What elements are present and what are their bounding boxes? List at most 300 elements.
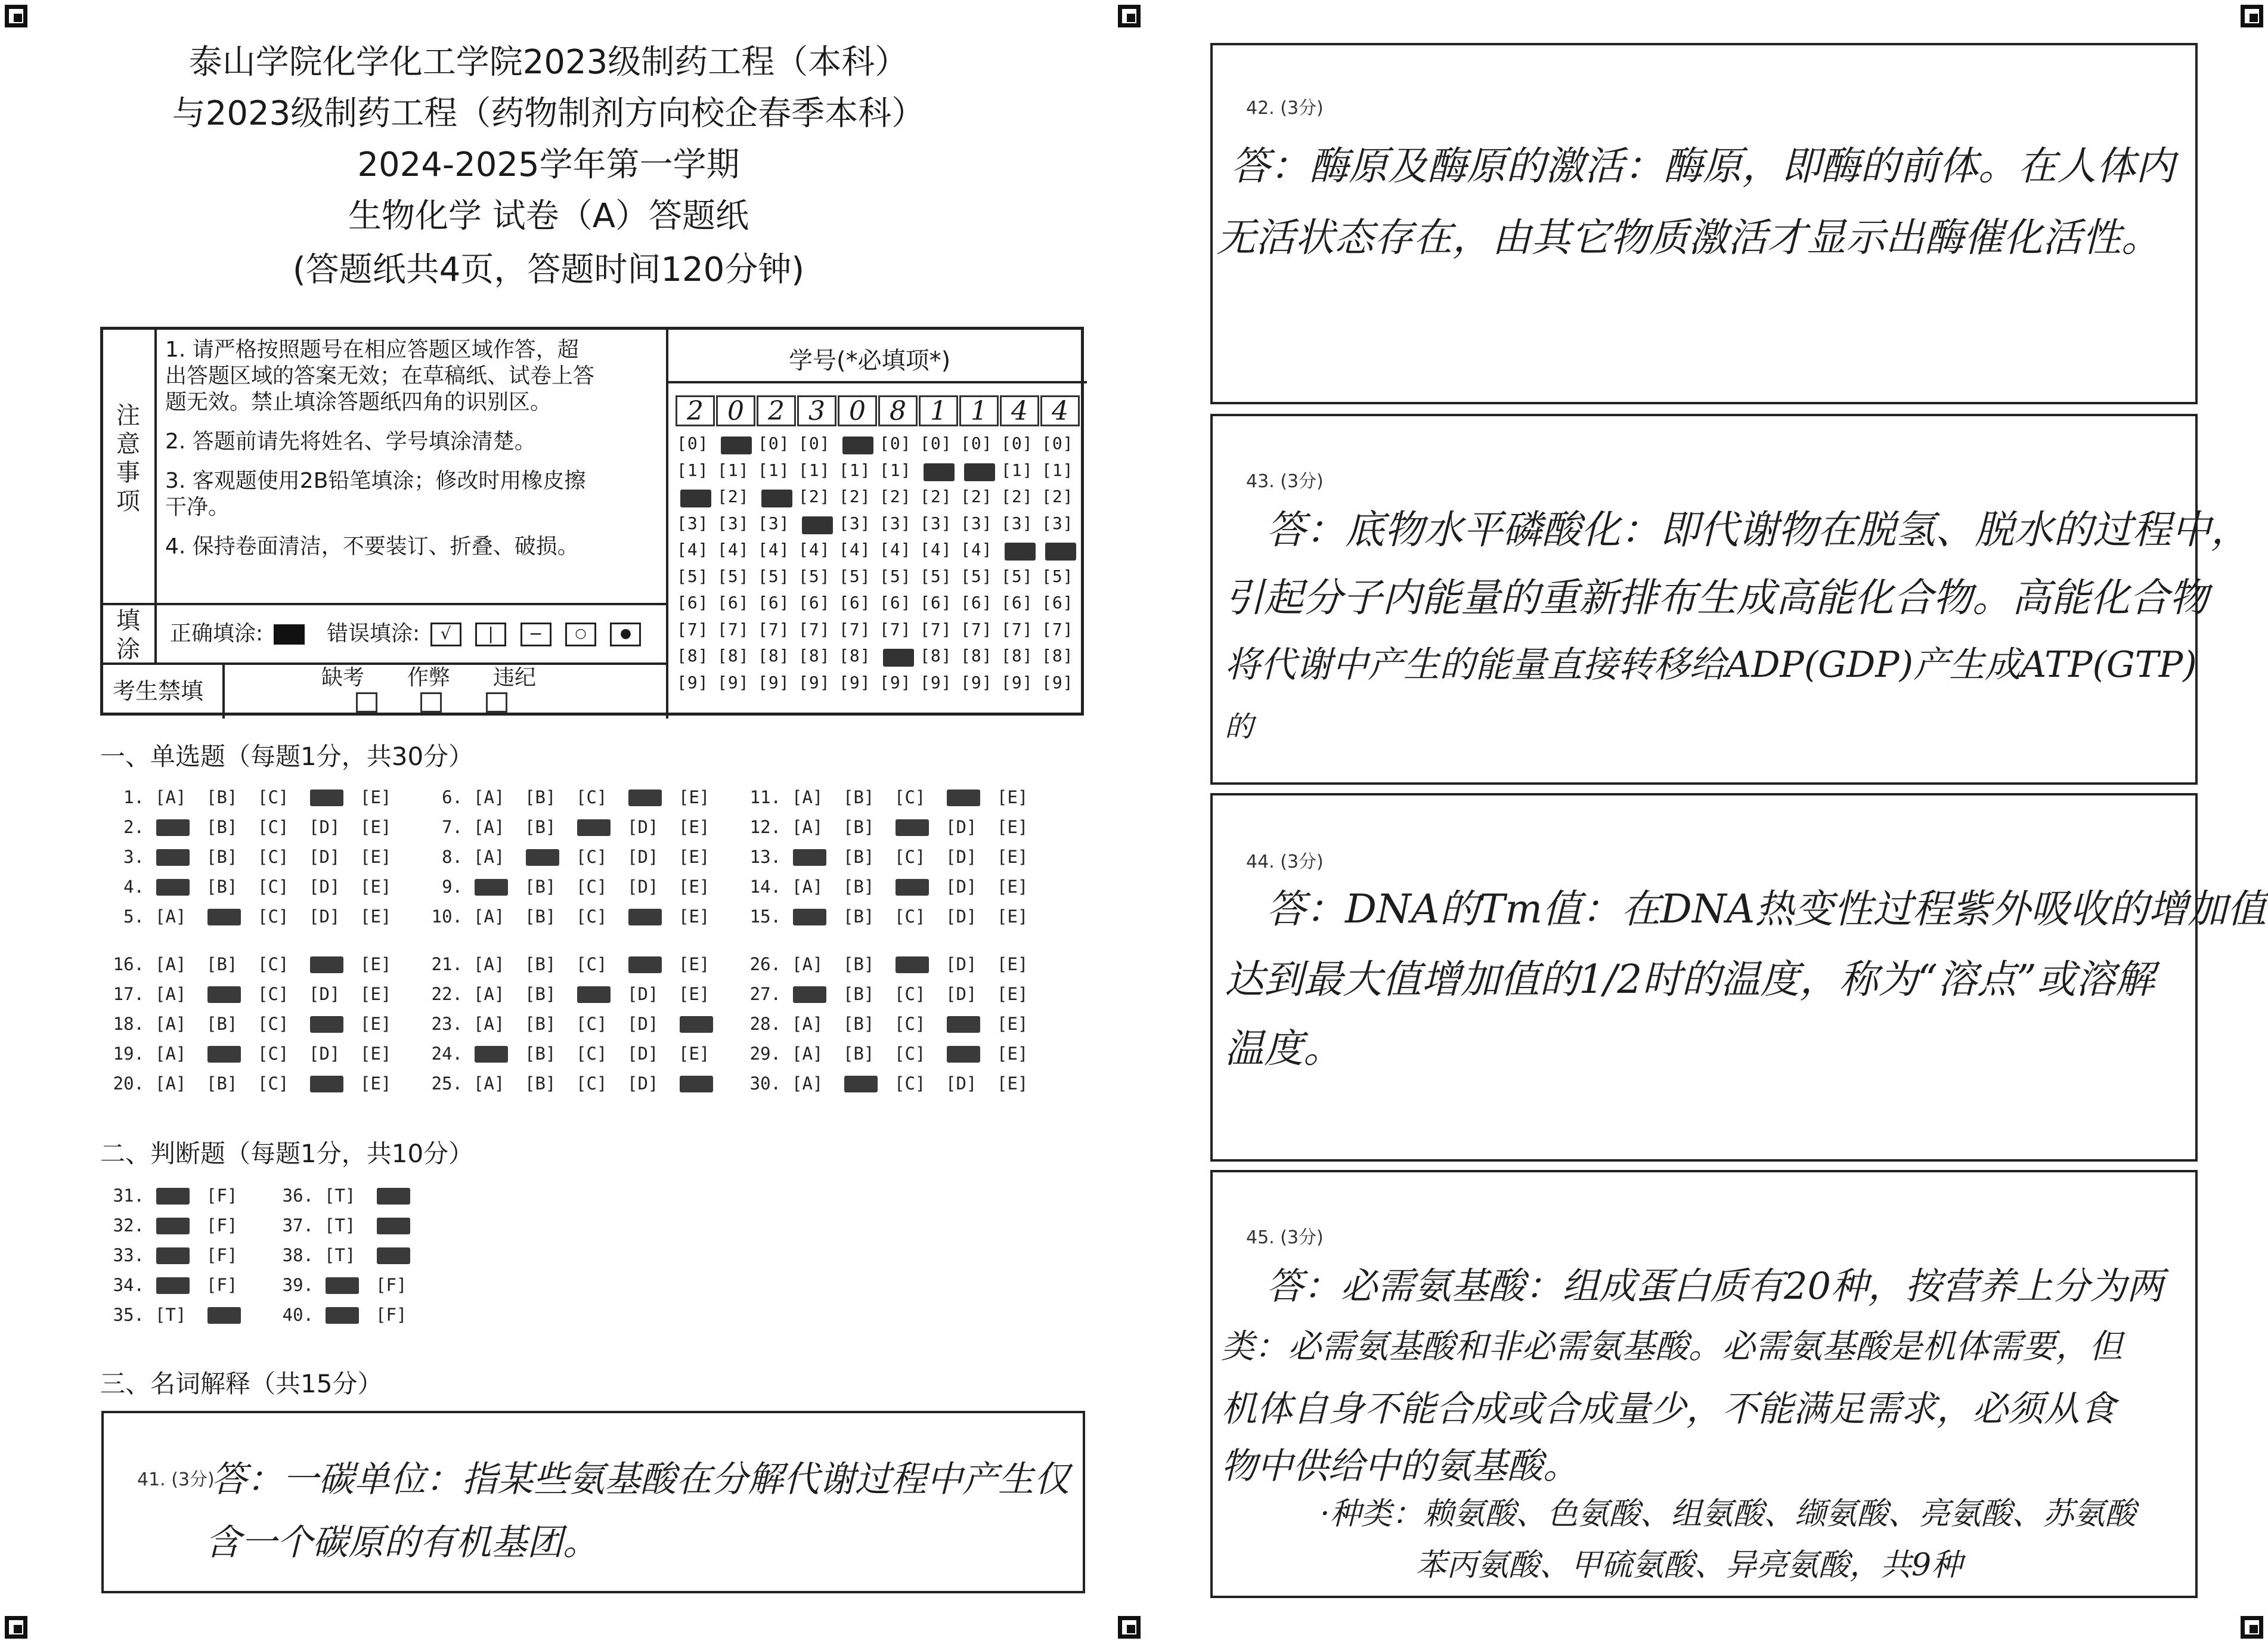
tf-option[interactable]: [T] (324, 1185, 356, 1206)
mc-option[interactable] (894, 817, 946, 837)
student-id-bubble[interactable]: [1] (1042, 460, 1074, 480)
mc-option[interactable]: [A] (155, 1073, 187, 1094)
student-id-bubble[interactable]: [0] (961, 434, 993, 453)
mc-option[interactable]: [D] (946, 906, 977, 927)
student-id-bubble[interactable]: [8] (920, 646, 952, 665)
student-id-bubble[interactable]: [3] (1001, 513, 1033, 533)
mc-option[interactable]: [D] (627, 984, 659, 1004)
mc-option[interactable]: [E] (997, 787, 1028, 807)
mc-option[interactable]: [E] (997, 984, 1028, 1004)
student-id-bubble[interactable]: [9] (920, 672, 952, 692)
student-id-bubble[interactable]: [6] (798, 593, 831, 612)
wrong-fill-bar: | (475, 623, 506, 646)
mc-option[interactable]: [E] (997, 877, 1028, 897)
mc-option[interactable] (678, 1014, 730, 1034)
mc-option[interactable]: [C] (576, 1014, 608, 1034)
student-id-bubble[interactable]: [6] (677, 593, 709, 612)
mc-option[interactable]: [C] (258, 877, 289, 897)
student-id-digit-5[interactable]: 0 (838, 395, 877, 426)
student-id-bubble[interactable]: [9] (1001, 672, 1033, 692)
mc-option[interactable]: [E] (678, 984, 710, 1004)
mc-option[interactable]: [E] (360, 954, 392, 974)
student-id-digit-6[interactable]: 8 (878, 395, 918, 426)
student-id-bubble[interactable]: [4] (920, 540, 952, 559)
mc-option[interactable]: [C] (576, 787, 608, 807)
mc-option[interactable] (155, 817, 206, 837)
student-id-bubble[interactable]: [0] (798, 434, 831, 453)
mc-option[interactable]: [E] (360, 984, 392, 1004)
student-id-bubble[interactable]: [1] (879, 460, 912, 480)
mc-option[interactable]: [D] (627, 1014, 659, 1034)
mc-option[interactable] (206, 906, 258, 927)
tf-question-33: 33. [F] (100, 1245, 258, 1265)
mc-option[interactable]: [C] (258, 954, 289, 974)
mc-option[interactable]: [B] (843, 1014, 875, 1034)
tf-option[interactable]: [T] (155, 1305, 187, 1325)
mc-option[interactable]: [B] (843, 877, 875, 897)
mc-option[interactable]: [A] (473, 847, 505, 867)
student-id-bubble[interactable]: [2] (1042, 487, 1074, 506)
mc-option[interactable]: [B] (525, 877, 556, 897)
mc-option[interactable]: [D] (627, 1044, 659, 1064)
mc-option[interactable]: [C] (894, 1073, 926, 1094)
mc-option[interactable]: [E] (997, 847, 1028, 867)
tf-option[interactable] (155, 1245, 206, 1265)
mc-option[interactable]: [B] (843, 954, 875, 974)
mc-option[interactable]: [C] (894, 984, 926, 1004)
mc-option[interactable]: [B] (206, 817, 238, 837)
student-id-bubble[interactable]: [9] (798, 672, 831, 692)
mc-option[interactable] (894, 954, 946, 974)
mc-option[interactable]: [D] (946, 954, 977, 974)
student-id-digit-8[interactable]: 1 (959, 395, 999, 426)
mc-option[interactable]: [C] (258, 1044, 289, 1064)
student-id-bubble[interactable]: [2] (798, 487, 831, 506)
student-id-bubble[interactable]: [3] (758, 513, 790, 533)
mc-option[interactable] (525, 847, 576, 867)
mc-option[interactable] (627, 906, 678, 927)
student-id-bubble[interactable]: [9] (758, 672, 790, 692)
mc-option[interactable] (206, 1044, 258, 1064)
mc-option[interactable]: [B] (206, 787, 238, 807)
tf-option[interactable] (324, 1305, 376, 1325)
student-id-bubble[interactable]: [9] (839, 672, 871, 692)
student-id-bubble[interactable]: [4] (839, 540, 871, 559)
mc-option[interactable]: [A] (473, 1014, 505, 1034)
mc-option[interactable]: [E] (997, 1014, 1028, 1034)
tf-option[interactable]: [T] (324, 1245, 356, 1265)
student-id-bubble[interactable] (920, 460, 952, 480)
mc-question-19: 19. [A] [C] [D] [E] (100, 1044, 411, 1064)
student-id-bubble[interactable]: [8] (1001, 646, 1033, 665)
tf-option[interactable]: [F] (206, 1215, 238, 1236)
student-id-bubble[interactable]: [4] (879, 540, 912, 559)
student-id-bubble[interactable]: [6] (1042, 593, 1074, 612)
student-id-bubble[interactable] (798, 513, 831, 533)
student-id-bubble[interactable]: [3] (717, 513, 749, 533)
mc-option[interactable] (206, 984, 258, 1004)
mc-option[interactable]: [B] (206, 1073, 238, 1094)
mc-option[interactable]: [A] (792, 954, 823, 974)
student-id-bubble[interactable]: [1] (717, 460, 749, 480)
mc-option[interactable]: [A] (792, 787, 823, 807)
student-id-bubble[interactable]: [3] (839, 513, 871, 533)
student-id-bubble[interactable]: [6] (717, 593, 749, 612)
answer-box-43[interactable] (1210, 414, 2250, 785)
tf-option[interactable] (206, 1305, 258, 1325)
mc-option[interactable]: [D] (946, 847, 977, 867)
mc-option[interactable]: [D] (627, 1073, 659, 1094)
mc-option[interactable] (576, 984, 627, 1004)
mc-option[interactable] (627, 954, 678, 974)
mc-option[interactable]: [C] (258, 1073, 289, 1094)
mc-option[interactable]: [E] (678, 1044, 710, 1064)
mc-option[interactable]: [B] (843, 817, 875, 837)
mc-option[interactable]: [C] (258, 906, 289, 927)
student-id-bubble[interactable]: [5] (677, 566, 709, 586)
mc-option[interactable]: [D] (309, 847, 340, 867)
student-id-digit-1[interactable]: 2 (676, 395, 715, 426)
mc-option[interactable]: [C] (894, 787, 926, 807)
tf-option[interactable] (155, 1185, 206, 1206)
mc-option[interactable]: [B] (525, 906, 556, 927)
mc-option[interactable] (309, 1014, 360, 1034)
student-id-bubble[interactable]: [7] (758, 619, 790, 639)
mc-option[interactable]: [A] (473, 817, 505, 837)
tf-option[interactable] (155, 1275, 206, 1295)
mc-option[interactable] (155, 847, 206, 867)
mc-question-30: 30. [A] [C] [D] [E] (737, 1073, 1048, 1094)
mc-option[interactable]: [A] (792, 817, 823, 837)
mc-option[interactable]: [A] (155, 1014, 187, 1034)
mc-option[interactable]: [E] (997, 954, 1028, 974)
mc-option[interactable]: [E] (360, 847, 392, 867)
mc-option[interactable]: [D] (946, 984, 977, 1004)
student-id-bubble[interactable]: [5] (879, 566, 912, 586)
mc-option[interactable]: [C] (258, 984, 289, 1004)
forbid-absent-box[interactable] (356, 692, 377, 713)
mc-option[interactable]: [C] (576, 877, 608, 897)
student-id-digit-9[interactable]: 4 (1000, 395, 1039, 426)
mc-option[interactable]: [C] (258, 847, 289, 867)
mc-option[interactable]: [C] (258, 1014, 289, 1034)
student-id-bubble[interactable]: [5] (798, 566, 831, 586)
mc-option[interactable]: [D] (309, 1044, 340, 1064)
mc-option[interactable]: [D] (946, 817, 977, 837)
mc-option[interactable]: [A] (473, 906, 505, 927)
student-id-bubble[interactable]: [1] (677, 460, 709, 480)
mc-option[interactable]: [E] (997, 906, 1028, 927)
mc-option[interactable]: [B] (525, 1044, 556, 1064)
student-id-bubble[interactable]: [1] (839, 460, 871, 480)
mc-option[interactable]: [B] (843, 1044, 875, 1064)
student-id-bubble[interactable]: [2] (879, 487, 912, 506)
mc-option[interactable]: [B] (206, 1014, 238, 1034)
student-id-bubble[interactable] (717, 434, 749, 453)
student-id-bubble[interactable]: [4] (758, 540, 790, 559)
mc-question-15: 15. [B] [C] [D] [E] (737, 906, 1048, 927)
mc-option[interactable]: [B] (206, 877, 238, 897)
mc-option[interactable] (843, 1073, 894, 1094)
mc-option[interactable]: [E] (678, 817, 710, 837)
mc-option[interactable]: [A] (155, 787, 187, 807)
student-id-digit-2[interactable]: 0 (716, 395, 755, 426)
student-id-bubble[interactable]: [9] (717, 672, 749, 692)
answer-box-44[interactable] (1210, 793, 2267, 1162)
mc-option[interactable]: [E] (997, 817, 1028, 837)
mc-option[interactable]: [B] (206, 954, 238, 974)
forbid-cheat-box[interactable] (420, 692, 442, 713)
student-id-bubble[interactable]: [1] (758, 460, 790, 480)
correct-fill-sample (274, 624, 305, 645)
answer-label-42: 42. (3分) (1246, 98, 1324, 119)
mc-option[interactable]: [E] (678, 877, 710, 897)
student-id-bubble[interactable]: [1] (798, 460, 831, 480)
student-id-bubble[interactable]: [3] (920, 513, 952, 533)
mc-option[interactable] (894, 877, 946, 897)
mc-option[interactable]: [D] (627, 847, 659, 867)
student-id-bubble[interactable]: [0] (1042, 434, 1074, 453)
tf-option[interactable]: [F] (376, 1305, 407, 1325)
mc-option[interactable]: [D] (627, 817, 659, 837)
mc-option[interactable]: [A] (473, 954, 505, 974)
mc-option[interactable] (309, 787, 360, 807)
mc-option[interactable]: [E] (360, 817, 392, 837)
mc-option[interactable] (627, 787, 678, 807)
mc-option[interactable]: [E] (360, 1044, 392, 1064)
student-id-bubble[interactable] (839, 434, 871, 453)
mc-option[interactable]: [D] (946, 1073, 977, 1094)
forbid-violation-box[interactable] (486, 692, 507, 713)
mc-option[interactable]: [D] (309, 984, 340, 1004)
student-id-bubble[interactable] (879, 646, 912, 665)
mc-option[interactable]: [C] (894, 847, 926, 867)
mc-option[interactable]: [C] (576, 906, 608, 927)
student-id-bubble[interactable]: [5] (1042, 566, 1074, 586)
mc-option[interactable]: [C] (894, 906, 926, 927)
tf-option[interactable] (324, 1275, 376, 1295)
student-id-bubble[interactable]: [7] (839, 619, 871, 639)
student-id-bubble[interactable]: [7] (717, 619, 749, 639)
student-id-bubble[interactable]: [5] (961, 566, 993, 586)
mc-option[interactable]: [E] (678, 906, 710, 927)
wrong-fill-dot: ● (610, 623, 641, 646)
mc-option[interactable]: [A] (792, 877, 823, 897)
student-id-bubble[interactable]: [9] (677, 672, 709, 692)
answer-box-41[interactable] (101, 1411, 1085, 1593)
mc-option[interactable] (792, 847, 843, 867)
mc-option[interactable]: [B] (206, 847, 238, 867)
mc-option[interactable] (473, 877, 525, 897)
mc-option[interactable]: [A] (473, 984, 505, 1004)
student-id-bubble[interactable]: [9] (879, 672, 912, 692)
student-id-bubble[interactable]: [3] (961, 513, 993, 533)
student-id-bubble[interactable]: [6] (961, 593, 993, 612)
student-id-bubble[interactable]: [2] (961, 487, 993, 506)
student-id-bubble[interactable]: [7] (798, 619, 831, 639)
mc-option[interactable]: [D] (627, 877, 659, 897)
mc-option[interactable] (473, 1044, 525, 1064)
mc-option[interactable]: [C] (894, 1014, 926, 1034)
mc-option[interactable]: [B] (525, 817, 556, 837)
mc-option[interactable]: [A] (155, 906, 187, 927)
mc-option[interactable] (309, 1073, 360, 1094)
mc-option[interactable]: [B] (525, 984, 556, 1004)
mc-option[interactable]: [B] (525, 787, 556, 807)
student-id-bubble[interactable]: [3] (1042, 513, 1074, 533)
mc-option[interactable]: [C] (894, 1044, 926, 1064)
mc-option[interactable] (946, 1014, 997, 1034)
student-id-bubble[interactable]: [0] (879, 434, 912, 453)
student-id-bubble[interactable]: [2] (920, 487, 952, 506)
mc-option[interactable]: [C] (258, 787, 289, 807)
student-id-bubble[interactable]: [8] (758, 646, 790, 665)
mc-option[interactable]: [B] (525, 1073, 556, 1094)
mc-option[interactable]: [A] (792, 1014, 823, 1034)
tf-option[interactable]: [T] (324, 1215, 356, 1236)
mc-option[interactable]: [B] (843, 984, 875, 1004)
student-id-bubble[interactable]: [0] (920, 434, 952, 453)
student-id-bubble[interactable] (677, 487, 709, 506)
student-id-bubble[interactable]: [5] (1001, 566, 1033, 586)
student-id-bubble[interactable]: [3] (677, 513, 709, 533)
mc-option[interactable]: [C] (576, 1044, 608, 1064)
student-id-digit-7[interactable]: 1 (919, 395, 958, 426)
fill-examples (170, 621, 645, 647)
mc-option[interactable]: [E] (997, 1044, 1028, 1064)
mc-option[interactable] (155, 877, 206, 897)
mc-option[interactable]: [E] (678, 847, 710, 867)
student-id-bubble[interactable]: [8] (677, 646, 709, 665)
student-id-bubble[interactable]: [4] (798, 540, 831, 559)
student-id-digit-4[interactable]: 3 (797, 395, 836, 426)
student-id-bubble[interactable]: [0] (677, 434, 709, 453)
student-id-bubble[interactable]: [0] (1001, 434, 1033, 453)
tf-option[interactable] (376, 1185, 427, 1206)
answer-box-42[interactable] (1210, 43, 2198, 404)
student-id-bubble[interactable]: [6] (920, 593, 952, 612)
mc-option[interactable]: [B] (525, 1014, 556, 1034)
student-id-bubble[interactable]: [1] (1001, 460, 1033, 480)
mc-option[interactable]: [B] (843, 847, 875, 867)
mc-option[interactable]: [E] (678, 787, 710, 807)
mc-option[interactable]: [A] (792, 1073, 823, 1094)
student-id-bubble[interactable]: [6] (879, 593, 912, 612)
mc-option[interactable]: [B] (525, 954, 556, 974)
mc-option[interactable]: [A] (155, 984, 187, 1004)
student-id-bubble[interactable]: [5] (839, 566, 871, 586)
student-id-bubble[interactable]: [4] (961, 540, 993, 559)
student-id-bubble[interactable]: [7] (1001, 619, 1033, 639)
mc-option[interactable] (946, 1044, 997, 1064)
student-id-bubble[interactable]: [5] (920, 566, 952, 586)
mc-option[interactable]: [A] (792, 1044, 823, 1064)
student-id-bubble[interactable]: [6] (758, 593, 790, 612)
mc-option[interactable]: [D] (946, 877, 977, 897)
mc-option[interactable]: [A] (473, 1073, 505, 1094)
student-id-bubble[interactable]: [7] (961, 619, 993, 639)
mc-option[interactable]: [E] (360, 906, 392, 927)
student-id-bubble[interactable]: [9] (1042, 672, 1074, 692)
mc-option[interactable]: [C] (576, 847, 608, 867)
mc-option[interactable]: [E] (997, 1073, 1028, 1094)
mc-option[interactable]: [B] (843, 906, 875, 927)
mc-option[interactable]: [C] (258, 817, 289, 837)
mc-question-12: 12. [A] [B] [D] [E] (737, 817, 1048, 837)
student-id-bubble[interactable]: [6] (839, 593, 871, 612)
student-id-bubble[interactable] (1001, 540, 1033, 559)
student-id-bubble[interactable]: [8] (961, 646, 993, 665)
tf-option[interactable]: [F] (376, 1275, 407, 1295)
student-id-bubble[interactable]: [8] (839, 646, 871, 665)
mc-option[interactable]: [A] (155, 954, 187, 974)
mc-option[interactable] (792, 906, 843, 927)
tf-option[interactable]: [F] (206, 1185, 238, 1206)
mc-option[interactable]: [D] (309, 906, 340, 927)
tf-option[interactable] (376, 1245, 427, 1265)
mc-question-16: 16. [A] [B] [C] [E] (100, 954, 411, 974)
tf-option[interactable]: [F] (206, 1275, 238, 1295)
student-id-bubble[interactable]: [8] (717, 646, 749, 665)
student-id-bubble[interactable]: [5] (717, 566, 749, 586)
tf-option[interactable]: [F] (206, 1245, 238, 1265)
student-id-bubble[interactable]: [7] (1042, 619, 1074, 639)
mc-option[interactable]: [D] (309, 877, 340, 897)
answer-box-45[interactable] (1210, 1170, 2198, 1598)
student-id-bubble[interactable]: [4] (677, 540, 709, 559)
student-id-digit-10[interactable]: 4 (1040, 395, 1080, 426)
mc-option[interactable] (309, 954, 360, 974)
student-id-bubble[interactable]: [3] (879, 513, 912, 533)
student-id-bubble[interactable]: [7] (879, 619, 912, 639)
student-id-bubble[interactable] (1042, 540, 1074, 559)
tf-option[interactable] (155, 1215, 206, 1236)
mc-option[interactable] (678, 1073, 730, 1094)
mc-option[interactable]: [E] (360, 787, 392, 807)
student-id-bubble[interactable]: [2] (839, 487, 871, 506)
mc-option[interactable]: [A] (473, 787, 505, 807)
student-id-bubble[interactable] (961, 460, 993, 480)
mc-option[interactable] (792, 984, 843, 1004)
student-id-bubble[interactable]: [5] (758, 566, 790, 586)
student-id-bubble[interactable]: [9] (961, 672, 993, 692)
mc-option[interactable]: [E] (678, 954, 710, 974)
student-id-bubble[interactable]: [2] (1001, 487, 1033, 506)
student-id-bubble[interactable]: [7] (920, 619, 952, 639)
mc-option[interactable] (576, 817, 627, 837)
mc-option[interactable]: [E] (360, 877, 392, 897)
mc-option[interactable]: [E] (360, 1014, 392, 1034)
student-id-bubble[interactable]: [6] (1001, 593, 1033, 612)
mc-option[interactable]: [C] (576, 954, 608, 974)
student-id-bubble[interactable]: [0] (758, 434, 790, 453)
mc-option[interactable]: [E] (360, 1073, 392, 1094)
mc-option[interactable] (946, 787, 997, 807)
mc-option[interactable]: [C] (576, 1073, 608, 1094)
student-id-digit-3[interactable]: 2 (757, 395, 796, 426)
mc-option[interactable]: [A] (155, 1044, 187, 1064)
student-id-bubble[interactable] (758, 487, 790, 506)
tf-option[interactable] (376, 1215, 427, 1236)
student-id-bubble[interactable]: [4] (717, 540, 749, 559)
mc-option[interactable]: [B] (843, 787, 875, 807)
mc-question-7: 7. [A] [B] [D] [E] (419, 817, 730, 837)
student-id-bubble[interactable]: [2] (717, 487, 749, 506)
student-id-bubble[interactable]: [7] (677, 619, 709, 639)
mc-option[interactable]: [D] (309, 817, 340, 837)
student-id-bubble[interactable]: [8] (1042, 646, 1074, 665)
student-id-bubble[interactable]: [8] (798, 646, 831, 665)
